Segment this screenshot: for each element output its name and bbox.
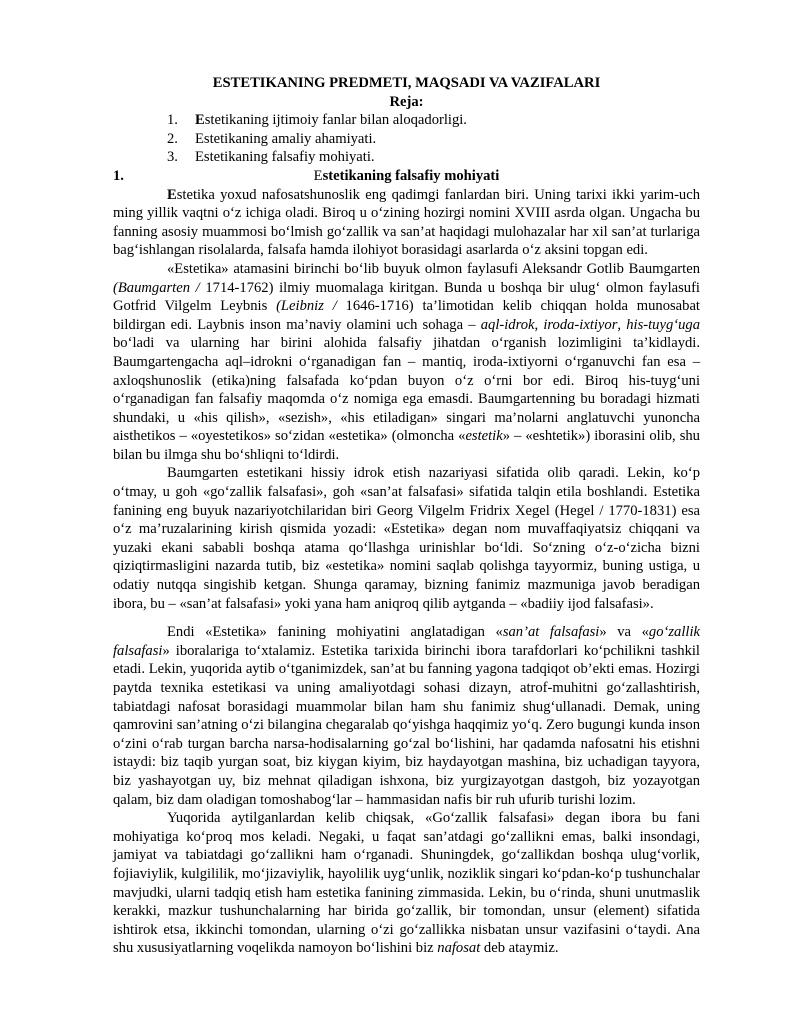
plan-item xyxy=(113,130,700,149)
paragraph-text: Yuqorida aytilganlardan kelib chiqsak, «Go‘zallik falsafasi» degan ibora bu fani mohiyatiga ko‘proq mos keladi. Negaki, u faqat san’atdagi go‘zallikni emas, balki insondagi, jamiyat va tabiatdagi go‘zallikni ham o‘rganadi. Shuningdek, go‘zallikdan boshqa ulug‘vorlik, fojiaviylik, kulgililik, mo‘jizaviylik, hayolilik uyg‘unlik, noziklik singari ko‘pdan-ko‘p tushunchalar mavjudki, ularni tadqiq etish ham estetika fanining zimmasida. Lekin, bu o‘rinda, shuni unutmaslik kerakki, mazkur tushunchalarning har birida go‘zallik, bir tomondan, unsur (element) sifatida ishtirok etsa, ikkinchi tomondan, ularning o‘zi go‘zallikka nisbatan unsur vazifasini o‘taydi. Ana shu xususiyatlarning voqelikda namoyon bo‘lishini biz xyxy=(113,810,700,957)
italic-text: (Leibniz / xyxy=(276,298,337,315)
plan-item xyxy=(113,148,700,167)
italic-text: (Baumgarten / xyxy=(113,279,200,296)
plan-item-initial: E xyxy=(195,112,205,129)
paragraph-text: bo‘ladi va ularning har birini alohida falsafiy jihatdan o‘rganish lozimligini ta’kidlaydi. Baumgartengacha aql–idrokni o‘rganadigan fan – mantiq, iroda-ixtiyorni o‘rganuvchi fan esa – axloqshunoslik (etika)ning falsafada ko‘pdan buyon o‘z o‘rni bor edi. Biroq his-tuyg‘uni o‘rganadigan fan falsafiy maqomda o‘z nomiga ega emasdi. Baumgartenning bu boradagi hizmati shundaki, u «his qilish», «sezish», «his etiladigan» singari ma’nolarni anglatuvchi yunoncha aisthetikos – «oyestetikos» so‘zidan «estetika» (olmoncha « xyxy=(113,335,700,445)
plan-list xyxy=(113,111,700,167)
paragraph-text: Endi «Estetika» fanining mohiyatini anglatadigan « xyxy=(167,624,503,641)
plan-heading: Reja: xyxy=(389,93,424,110)
section-title-rest: stetikaning falsafiy mohiyati xyxy=(322,167,500,184)
document-title: ESTETIKANING PREDMETI, MAQSADI VA VAZIFALARI xyxy=(212,75,601,91)
paragraph-3: Baumgarten estetikani hissiy idrok etish nazariyasi sifatida olib qaradi. Lekin, ko‘p o‘tmay, u goh «go‘zallik falsafasi», goh «san’at falsafasi» sifatida talqin etila boshlandi. Estetika fanining eng buyuk nazariyotchilaridan biri Georg Vilgelm Fridrix Xegel (Hegel / 1770-1831) esa o‘z ma’ruzalarining kirish qismida yozadi: «Estetika» degan nom muvaffaqiyatsiz chiqqani va yuzaki ekani sababli boshqa atama qo‘llashga urinishlar bo‘ldi. So‘zning o‘z-o‘zicha bizni qiziqtirmasligini nazarda tutib, biz «estetika» nomini saqlab qolishga tayyormiz, buning ustiga, u odatiy nutqqa singishib ketgan. Shunga qaramay, bizning fanimiz mazmuniga javob beradigan ibora, bu – «san’at falsafasi» yoki yana ham aniqroq qilib aytganda – «badiiy ijod falsafasi». xyxy=(113,465,700,612)
italic-text: his-tuyg‘uga xyxy=(626,316,700,333)
plan-item-number: 2. xyxy=(167,130,178,147)
italic-text: aql-idrok xyxy=(480,316,535,333)
paragraph-text: 1646-1716) ta’limotidan kelib chiqqan holda munosabat bildirgan edi. Laybnis inson ma’naviy olamini uch sohaga – xyxy=(113,298,700,333)
section-number: 1. xyxy=(113,167,124,184)
plan-item-text: Estetikaning falsafiy mohiyati. xyxy=(195,149,375,166)
paragraph-text: 1714-1762) ilmiy muomalaga kiritgan. Bunda u boshqa bir ulug‘ olmon faylasufi Gotfrid Vilgelm Leybnis xyxy=(113,279,700,315)
paragraph-text: » iboralariga to‘xtalamiz. Estetika tarixida birinchi ibora tarafdorlari ko‘pchilikni tashkil etadi. Lekin, yuqorida aytib o‘tganimizdek, san’at bu fanning yagona tadqiqot ob’ekti emas. Hozirgi paytda texnika estetikasi va uning amaliyotdagi sohasi dizayn, atrof-muhitni go‘zallashtirish, tabiatdagi nafosat borasidagi muammolar bilan ham shu fanimiz shug‘ullanadi. Demak, uning qamrovini san’atning o‘zi bilangina chegaralab qo‘yishga haqqimiz yo‘q. Zero bugungi kunda inson o‘zini o‘rab turgan barcha narsa-hodisalarning go‘zal bo‘lishini, har qadamda nafosatni his etishni istaydi: biz taqib yurgan soat, biz kiygan kiyim, biz haydayotgan mashina, biz uchadigan tayyora, biz yashayotgan uy, biz mehnat qiladigan ishxona, biz yurgizayotgan dastgoh, biz yozayotgan qalam, biz dam oladigan tomoshabog‘lar – hammasidan nafis bir ruh ufurib turishi lozim. xyxy=(113,642,700,808)
paragraph-1 xyxy=(113,186,700,260)
italic-text: estetik xyxy=(465,428,503,445)
paragraph-text: , xyxy=(617,316,627,333)
italic-text: nafosat xyxy=(437,940,481,957)
paragraph-text: » – «eshtetik») iborasini olib, shu bilan bu ilmga shu bo‘shliqni to‘ldirdi. xyxy=(113,428,700,463)
paragraph-text: stetika yoxud nafosatshunoslik eng qadimgi fanlardan biri. Uning tarixi ikki yarim-uch ming yillik vaqtni o‘z ichiga oladi. Biroq u o‘zining hozirgi nomini XVIII asrda olgan. Ungacha bu fanning asosiy muammosi bo‘lmish go‘zallik va san’at haqidagi mulohazalar har xil san’at turlariga bag‘ishlangan risolalarda, falsafa hamda ilohiyot borasidagi asarlarda o‘z aksini topgan edi. xyxy=(113,186,700,259)
section-title-initial: E xyxy=(313,167,323,184)
paragraph-4 xyxy=(113,623,700,809)
paragraph-2 xyxy=(113,260,700,465)
paragraph-text: » va « xyxy=(599,624,649,641)
paragraph-text: deb ataymiz. xyxy=(480,940,559,957)
plan-item-text xyxy=(167,111,467,130)
plan-item-number: 1. xyxy=(167,112,178,129)
section-title xyxy=(314,168,500,184)
drop-initial: E xyxy=(167,186,177,203)
plan-item-text: Estetikaning amaliy ahamiyati. xyxy=(195,130,377,147)
paragraph-5 xyxy=(113,809,700,958)
italic-text: go‘zallik falsafasi xyxy=(113,624,700,659)
plan-item-rest: stetikaning ijtimoiy fanlar bilan aloqadorligi. xyxy=(204,112,467,129)
section-heading xyxy=(113,167,700,186)
document-page xyxy=(113,74,700,958)
italic-text: iroda-ixtiyor xyxy=(543,316,618,333)
paragraph-text: «Estetika» atamasini birinchi bo‘lib buyuk olmon faylasufi Aleksandr Gotlib Baumgarten xyxy=(167,260,700,277)
italic-text: san’at falsafasi xyxy=(502,624,600,641)
plan-item xyxy=(113,111,700,130)
paragraph-text: , xyxy=(534,316,544,333)
plan-item-number: 3. xyxy=(167,149,178,166)
